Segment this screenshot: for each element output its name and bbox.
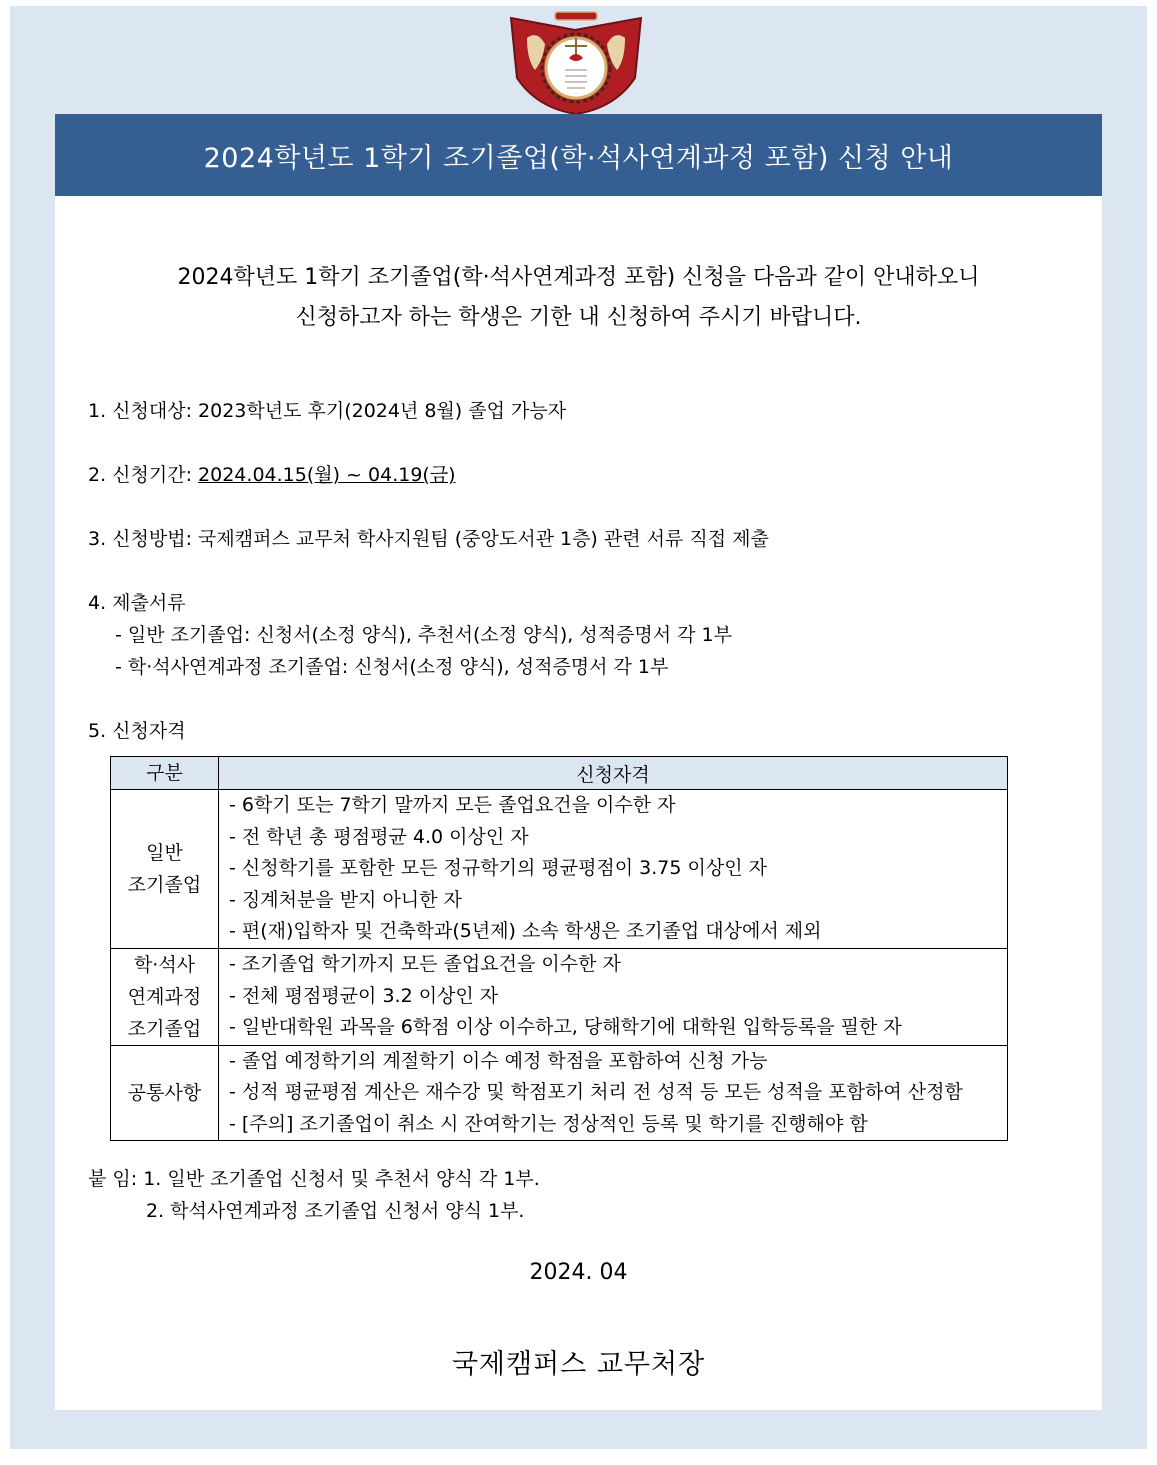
- attachment-line-2: 2. 학석사연계과정 조기졸업 신청서 양식 1부.: [146, 1200, 525, 1222]
- docs-line: - 학·석사연계과정 조기졸업: 신청서(소정 양식), 성적증명서 각 1부: [115, 656, 669, 678]
- table-row: [111, 1045, 1008, 1141]
- table-header: 신청자격: [219, 757, 1008, 790]
- category-line: 공통사항: [127, 1081, 202, 1104]
- row-conditions: [219, 948, 1008, 1045]
- university-emblem: [505, 8, 647, 116]
- condition-line: - 전 학년 총 평점평균 4.0 이상인 자: [229, 825, 529, 848]
- page-title: 2024학년도 1학기 조기졸업(학·석사연계과정 포함) 신청 안내: [55, 114, 1102, 196]
- item-period-label: 2. 신청기간:: [88, 464, 192, 486]
- item-qual-label: 5. 신청자격: [88, 720, 186, 742]
- row-conditions: [219, 790, 1008, 949]
- item-method-label: 3. 신청방법:: [88, 528, 192, 550]
- table-header: 구분: [111, 757, 219, 790]
- document-date: 2024. 04: [529, 1260, 628, 1285]
- row-conditions: [219, 1045, 1008, 1141]
- item-target-label: 1. 신청대상:: [88, 400, 192, 422]
- intro-line-2: 신청하고자 하는 학생은 기한 내 신청하여 주시기 바랍니다.: [295, 305, 862, 330]
- row-category: [111, 1045, 219, 1141]
- intro-line-1: 2024학년도 1학기 조기졸업(학·석사연계과정 포함) 신청을 다음과 같이 안내하오니: [177, 265, 980, 290]
- condition-line: - [주의] 조기졸업이 취소 시 잔여학기는 정상적인 등록 및 학기를 진행해야 함: [229, 1112, 868, 1135]
- condition-line: - 성적 평균평점 계산은 재수강 및 학점포기 처리 전 성적 등 모든 성적을 포함하여 산정함: [229, 1081, 963, 1103]
- docs-line: - 일반 조기졸업: 신청서(소정 양식), 추천서(소정 양식), 성적증명서 각 1부: [115, 624, 732, 646]
- condition-line: - 졸업 예정학기의 계절학기 이수 예정 학점을 포함하여 신청 가능: [229, 1049, 768, 1072]
- row-category: [111, 790, 219, 949]
- category-line: 조기졸업: [127, 873, 202, 896]
- signature: 국제캠퍼스 교무처장: [451, 1349, 706, 1380]
- attachment-line-1: 붙 임: 1. 일반 조기졸업 신청서 및 추천서 양식 각 1부.: [88, 1168, 540, 1190]
- row-category: [111, 948, 219, 1045]
- item-period-value: 2024.04.15(월) ~ 04.19(금): [198, 464, 456, 486]
- item-period: [88, 460, 456, 487]
- item-method-value: 국제캠퍼스 교무처 학사지원팀 (중앙도서관 1층) 관련 서류 직접 제출: [198, 528, 769, 550]
- item-docs-label: 4. 제출서류: [88, 592, 186, 614]
- category-line: 조기졸업: [127, 1017, 202, 1040]
- table-row: [111, 790, 1008, 949]
- category-line: 연계과정: [127, 985, 202, 1008]
- item-target-value: 2023학년도 후기(2024년 8월) 졸업 가능자: [198, 400, 567, 422]
- table-row: [111, 948, 1008, 1045]
- qualification-table: [110, 756, 1008, 1141]
- condition-line: - 신청학기를 포함한 모든 정규학기의 평균평점이 3.75 이상인 자: [229, 857, 767, 879]
- condition-line: - 편(재)입학자 및 건축학과(5년제) 소속 학생은 조기졸업 대상에서 제외: [229, 920, 822, 942]
- condition-line: - 6학기 또는 7학기 말까지 모든 졸업요건을 이수한 자: [229, 794, 676, 816]
- condition-line: - 징계처분을 받지 아니한 자: [229, 888, 462, 911]
- condition-line: - 일반대학원 과목을 6학점 이상 이수하고, 당해학기에 대학원 입학등록을 필한 자: [229, 1016, 902, 1039]
- category-line: 학·석사: [133, 953, 196, 976]
- item-target: [88, 396, 566, 423]
- condition-line: - 조기졸업 학기까지 모든 졸업요건을 이수한 자: [229, 953, 621, 976]
- category-line: 일반: [146, 841, 183, 864]
- table-header-row: [111, 757, 1008, 790]
- item-method: [88, 524, 769, 551]
- condition-line: - 전체 평점평균이 3.2 이상인 자: [229, 984, 499, 1007]
